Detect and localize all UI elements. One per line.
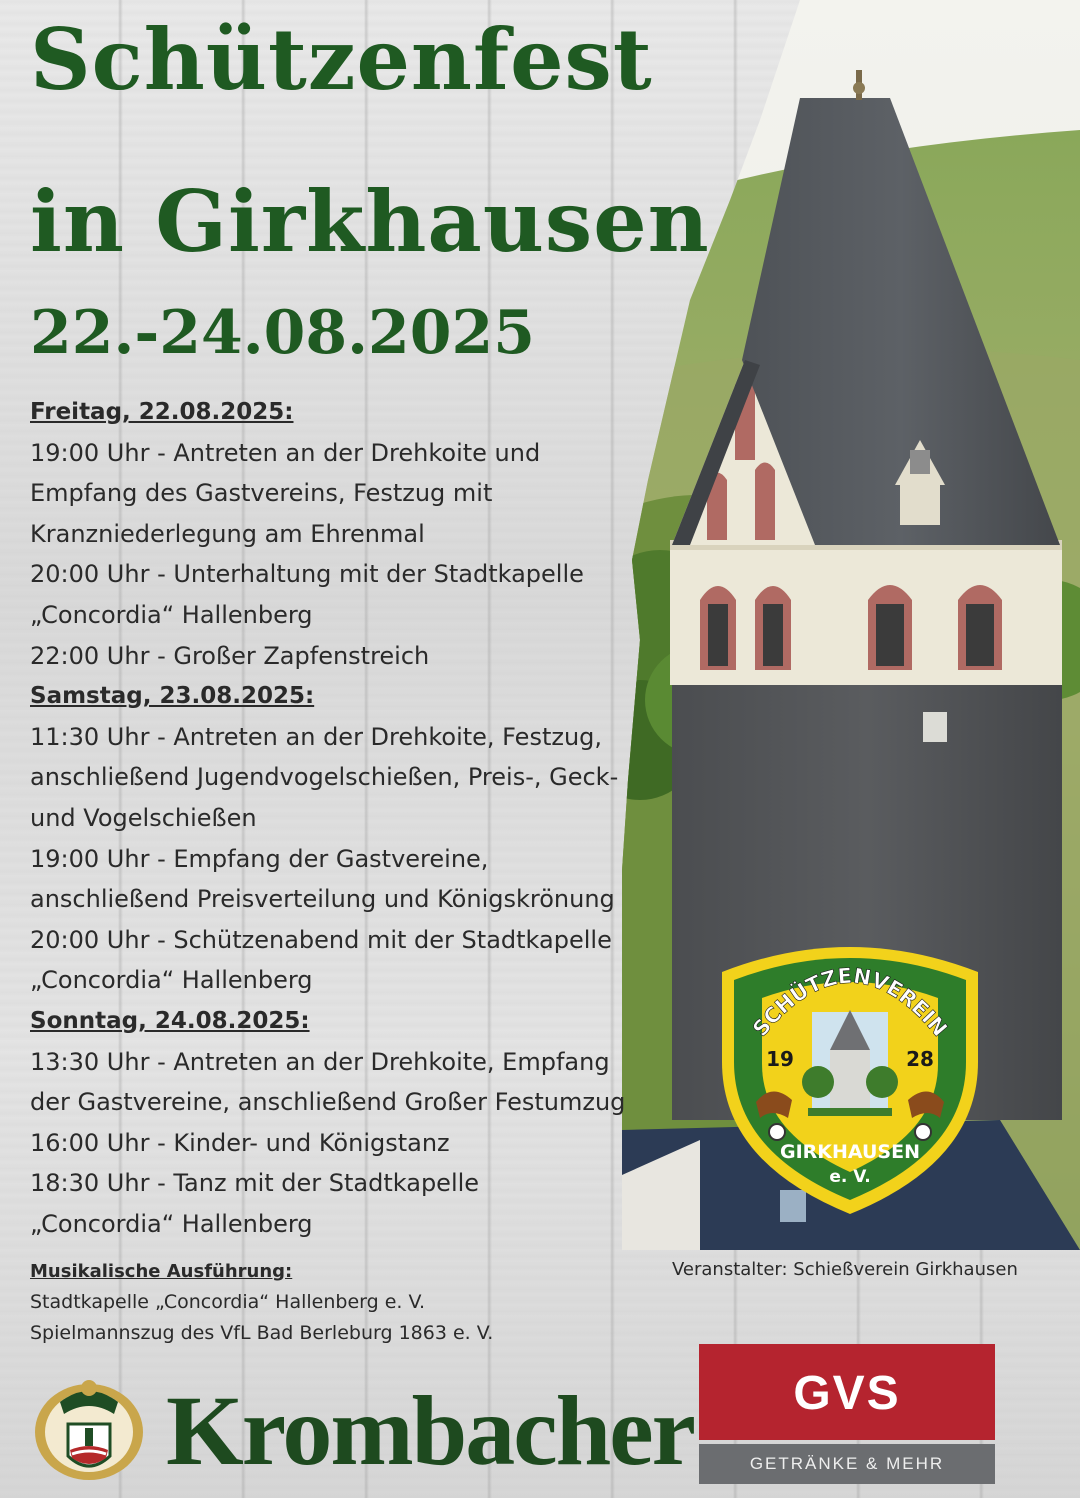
- badge-place: GIRKHAUSEN: [779, 1141, 921, 1163]
- gvs-title: GVS: [699, 1344, 995, 1440]
- badge-year-left: 19: [766, 1047, 794, 1071]
- schedule-item: 13:30 Uhr - Antreten an der Drehkoite, Empfang der Gastvereine, anschließend Großer Festumzug: [30, 1047, 626, 1117]
- schedule-item: 11:30 Uhr - Antreten an der Drehkoite, Festzug, anschließend Jugendvogelschießen, Preis-, Geck- und Vogelschießen: [30, 722, 619, 832]
- organizer-note: Veranstalter: Schießverein Girkhausen: [672, 1259, 1018, 1280]
- schedule-item: 19:00 Uhr - Antreten an der Drehkoite und Empfang des Gastvereins, Festzug mit Kranzniederlegung am Ehrenmal: [30, 438, 541, 548]
- music-line: Stadtkapelle „Concordia“ Hallenberg e. V.: [30, 1291, 426, 1313]
- schedule-item: 20:00 Uhr - Schützenabend mit der Stadtkapelle „Concordia“ Hallenberg: [30, 925, 612, 995]
- badge-club-name: SCHÜTZENVEREIN: [748, 963, 952, 1042]
- day-heading-sunday: Sonntag, 24.08.2025:: [30, 1007, 310, 1034]
- schedule-item: 18:30 Uhr - Tanz mit der Stadtkapelle „Concordia“ Hallenberg: [30, 1169, 480, 1238]
- schedule-item: 16:00 Uhr - Kinder- und Königstanz: [30, 1128, 450, 1157]
- gvs-subtitle: GETRÄNKE & MEHR: [699, 1444, 995, 1484]
- title-line-2: in Girkhausen: [30, 172, 710, 271]
- music-line: Spielmannszug des VfL Bad Berleburg 1863 e. V.: [30, 1322, 494, 1344]
- title-line-1: Schützenfest: [30, 10, 653, 109]
- day-heading-friday: Freitag, 22.08.2025:: [30, 399, 294, 425]
- schedule-item: 22:00 Uhr - Großer Zapfenstreich: [30, 641, 430, 670]
- day-heading-saturday: Samstag, 23.08.2025:: [30, 683, 315, 710]
- krombacher-wordmark: Krombacher: [166, 1375, 695, 1486]
- schedule: [30, 392, 630, 1244]
- club-badge-logo: [712, 932, 988, 1218]
- krombacher-crest-logo: [30, 1372, 148, 1484]
- badge-suffix: e. V.: [829, 1167, 871, 1187]
- gvs-logo: [699, 1344, 995, 1484]
- schedule-item: 20:00 Uhr - Unterhaltung mit der Stadtkapelle „Concordia“ Hallenberg: [30, 560, 584, 629]
- event-dates: 22.-24.08.2025: [30, 298, 536, 368]
- schedule-item: 19:00 Uhr - Empfang der Gastvereine, anschließend Preisverteilung und Königskrönung: [30, 844, 615, 914]
- music-header: Musikalische Ausführung:: [30, 1261, 293, 1282]
- badge-year-right: 28: [906, 1047, 934, 1071]
- music-performers: [30, 1256, 493, 1349]
